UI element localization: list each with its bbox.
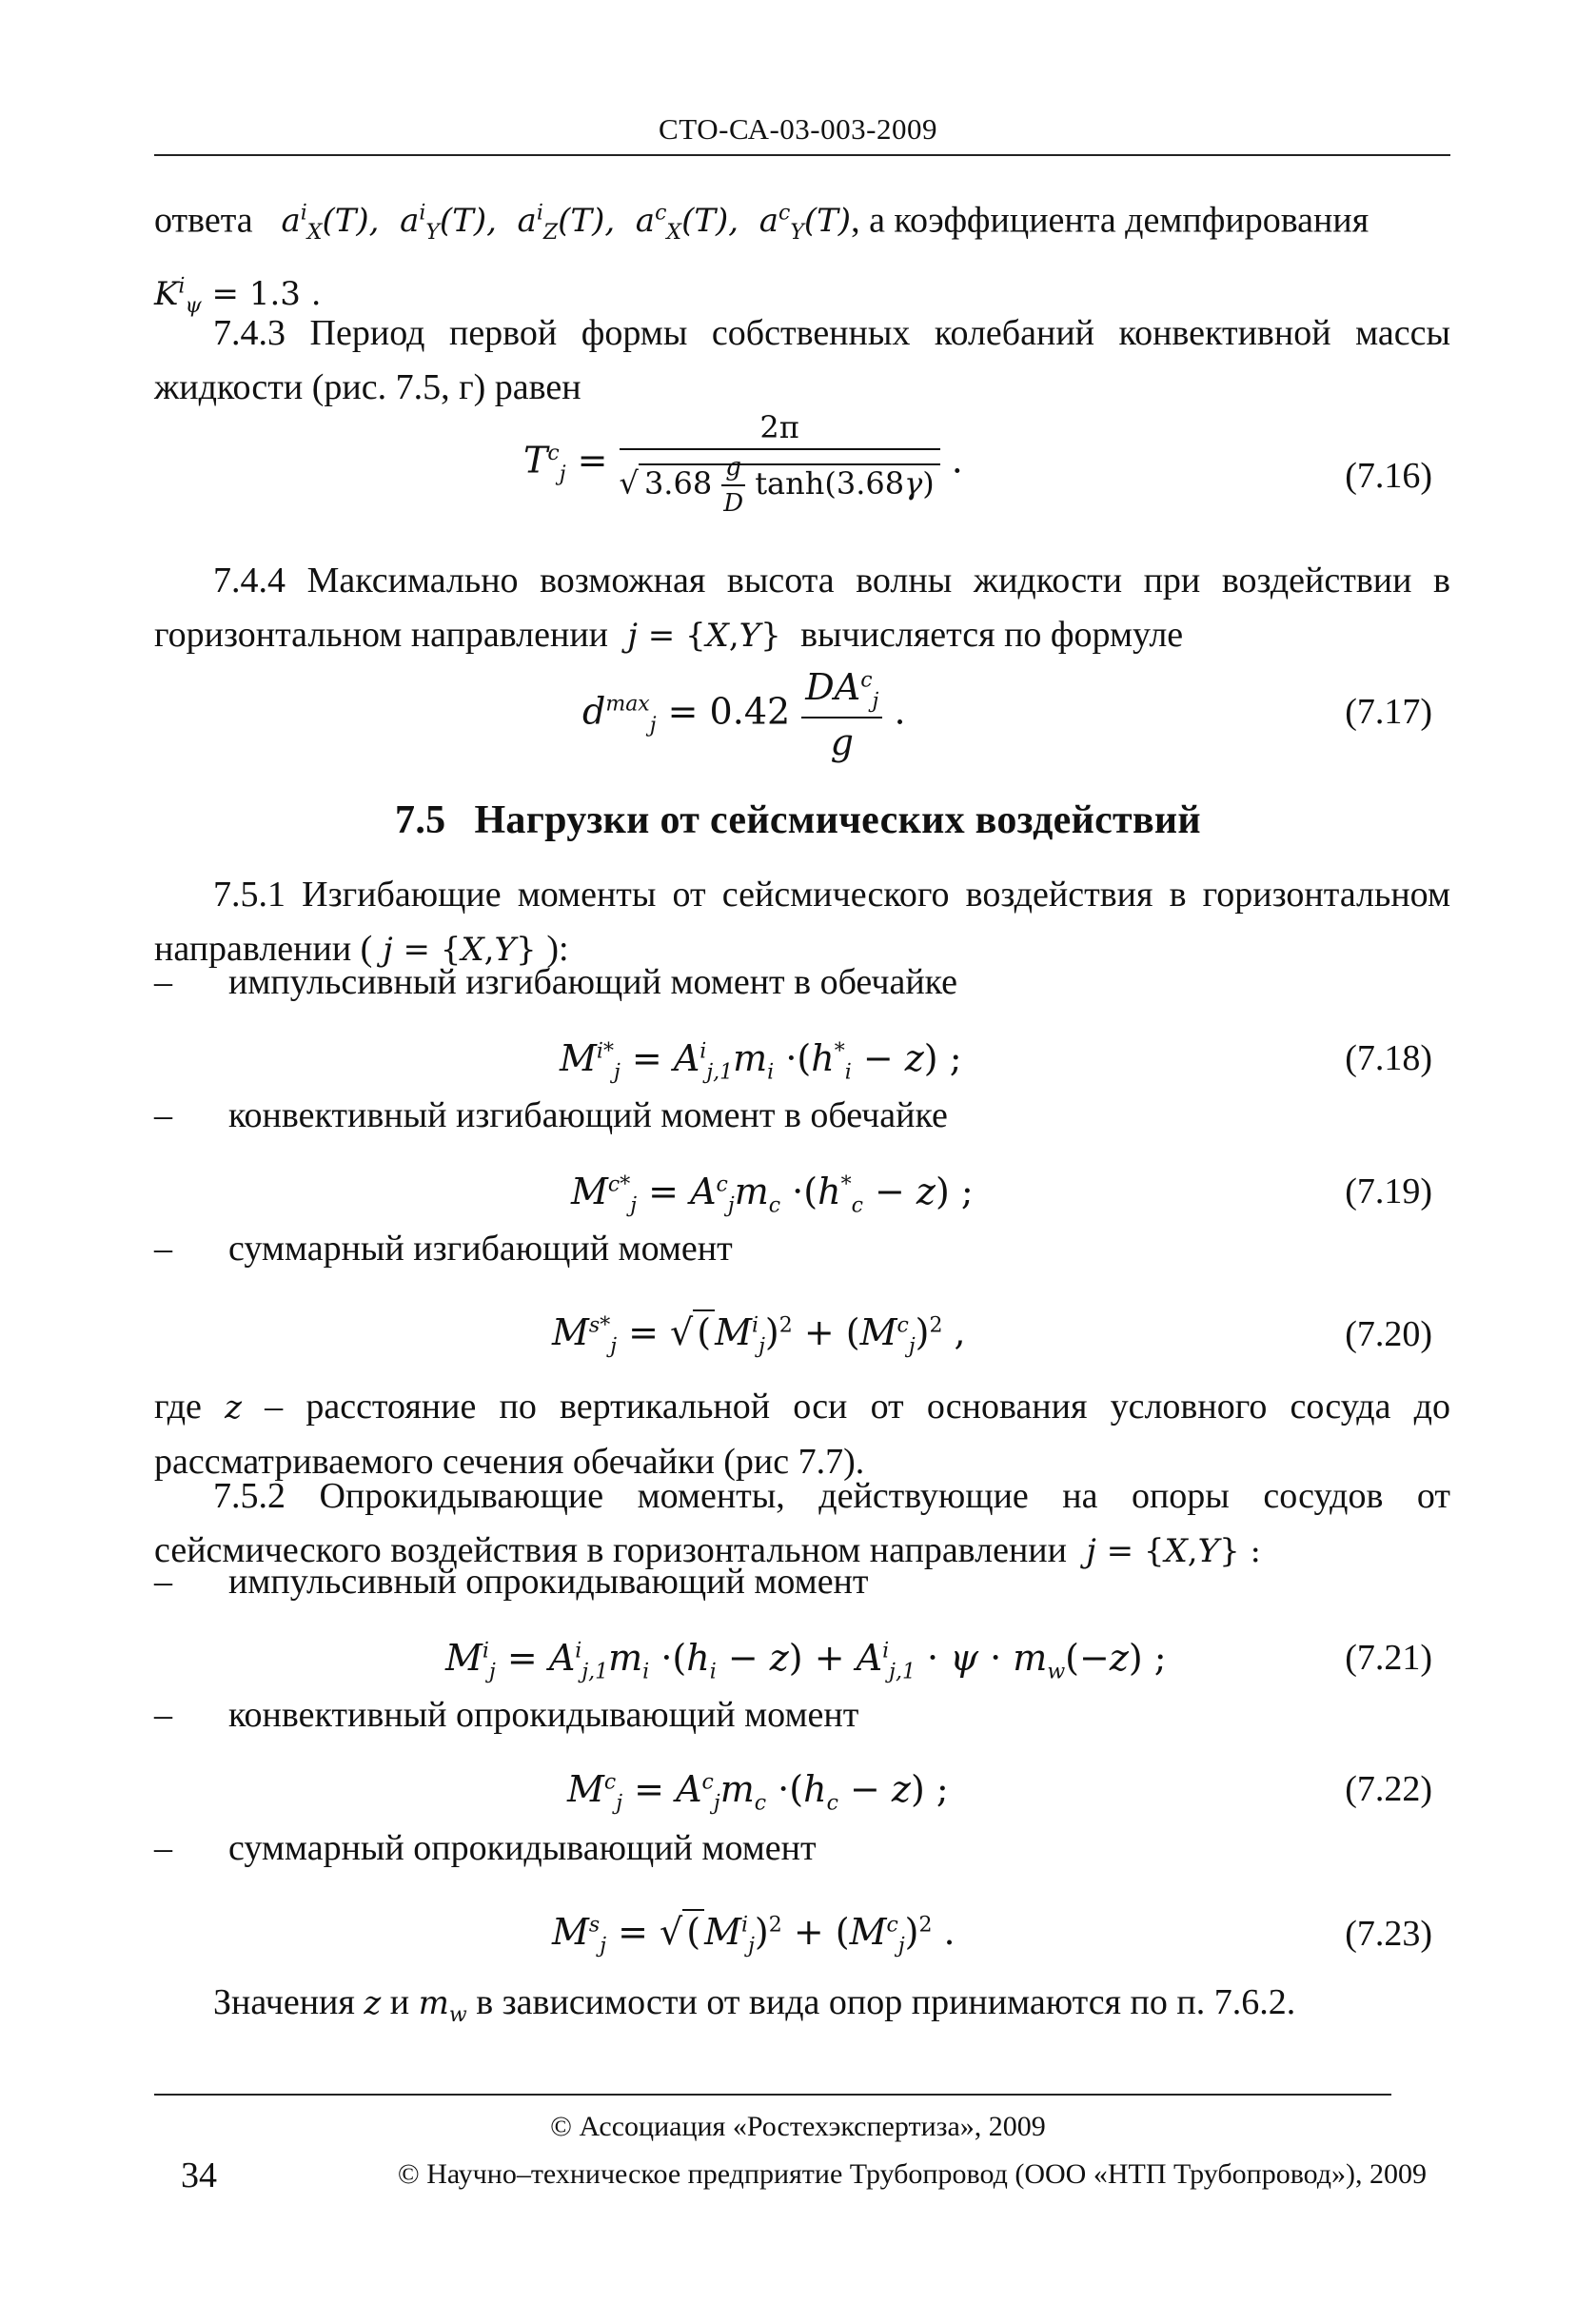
equation-number-7-19: (7.19) bbox=[1345, 1171, 1432, 1211]
equation-number-7-17: (7.17) bbox=[1345, 692, 1432, 732]
footer-copyright-ntp: © Научно–техническое предприятие Трубопровод (ООО «НТП Трубопровод»), 2009 bbox=[397, 2158, 1428, 2190]
paragraph-values: Значения z и $m_w$ в зависимости от вида опор принимаются по п. 7.6.2. bbox=[213, 1982, 1296, 2027]
list-item-convective-overturning: – конвективный опрокидывающий момент bbox=[154, 1695, 859, 1735]
equation-7-17: $d^{max}_j = 0.42$ $\frac{DA^c_j}{g}$ . bbox=[582, 666, 906, 763]
equation-7-21: $M^i_j = A^i_{j,1}m_i \cdot(h_i - z) + A^i_{j,1} \cdot \psi \cdot m_w(-z)$ ; bbox=[445, 1637, 1167, 1684]
equation-7-16: $T^c_j$ = 2π √ 3.68 $\frac{g}{D}$ tanh(3.68γ) . bbox=[523, 409, 963, 518]
equation-number-7-21: (7.21) bbox=[1345, 1638, 1432, 1678]
document-code-header: СТО-СА-03-003-2009 bbox=[659, 112, 937, 146]
equation-number-7-23: (7.23) bbox=[1345, 1914, 1432, 1954]
equation-7-20: $M^{s*}_j$ = √ ( $M^i_j)^2 + (M^c_j)^2$ , bbox=[552, 1311, 966, 1359]
section-heading: 7.5 Нагрузки от сейсмических воздействий bbox=[395, 798, 1201, 842]
paragraph-where-z: где z – расстояние по вертикальной оси от основания условного сосуда до рассматриваемого сечения обечайки (рис 7.7). bbox=[154, 1387, 1451, 1482]
paragraph-7-4-3: 7.4.3 Период первой формы собственных колебаний конвективной массы жидкости (рис. 7.5, г) равен bbox=[154, 313, 1450, 407]
footer-rule bbox=[154, 2094, 1391, 2096]
equation-number-7-16: (7.16) bbox=[1345, 456, 1432, 496]
equation-7-18: $M^{i*}_j = A^i_{j,1}m_i \cdot(h^*_i - z)$ ; bbox=[560, 1037, 962, 1085]
text-damping: , а коэффициента демпфирования bbox=[851, 200, 1369, 241]
paragraph-7-5-1: 7.5.1 Изгибающие моменты от сейсмического воздействия в горизонтальном направлении ( j = {X,Y} ): bbox=[154, 875, 1450, 969]
list-item-convective-bending: – конвективный изгибающий момент в обечайке bbox=[154, 1095, 948, 1135]
equation-7-19: $M^{c*}_j = A^c_jm_c \cdot(h^*_c - z)$ ; bbox=[571, 1171, 974, 1218]
list-item-total-overturning: – суммарный опрокидывающий момент bbox=[154, 1828, 817, 1868]
text-response: ответа bbox=[154, 200, 253, 241]
page-number: 34 bbox=[181, 2155, 217, 2195]
paragraph-7-5-2: 7.5.2 Опрокидывающие моменты, действующие на опоры сосудов от сейсмического воздействия в горизонтальном направлении j = {X,Y} : bbox=[154, 1476, 1450, 1570]
equation-number-7-22: (7.22) bbox=[1345, 1769, 1432, 1809]
list-item-total-bending: – суммарный изгибающий момент bbox=[154, 1229, 733, 1269]
equation-7-22: $M^c_j = A^c_jm_c \cdot(h_c - z)$ ; bbox=[567, 1768, 949, 1816]
paragraph-7-4-4: 7.4.4 Максимально возможная высота волны жидкости при воздействии в горизонтальном направлении j = {X,Y} вычисляется по формуле bbox=[154, 561, 1450, 655]
formula-spectra: $a^i_X(T)$, $a^i_Y(T)$, $a^i_Z(T)$, $a^c_X(T)$, $a^c_Y(T)$ bbox=[270, 202, 852, 246]
footer-copyright-association: © Ассоциация «Ростехэкспертиза», 2009 bbox=[550, 2111, 1046, 2142]
formula-kpsi: $K^i_\psi = 1.3$ . bbox=[154, 275, 322, 319]
equation-number-7-20: (7.20) bbox=[1345, 1314, 1432, 1354]
list-item-impulsive-overturning: – импульсивный опрокидывающий момент bbox=[154, 1562, 869, 1602]
list-item-impulsive-bending: – импульсивный изгибающий момент в обечайке bbox=[154, 962, 958, 1002]
header-rule bbox=[154, 154, 1450, 156]
equation-7-23: $M^s_j$ = √ ( $M^i_j)^2 + (M^c_j)^2$ . bbox=[552, 1911, 956, 1959]
equation-number-7-18: (7.18) bbox=[1345, 1038, 1432, 1078]
